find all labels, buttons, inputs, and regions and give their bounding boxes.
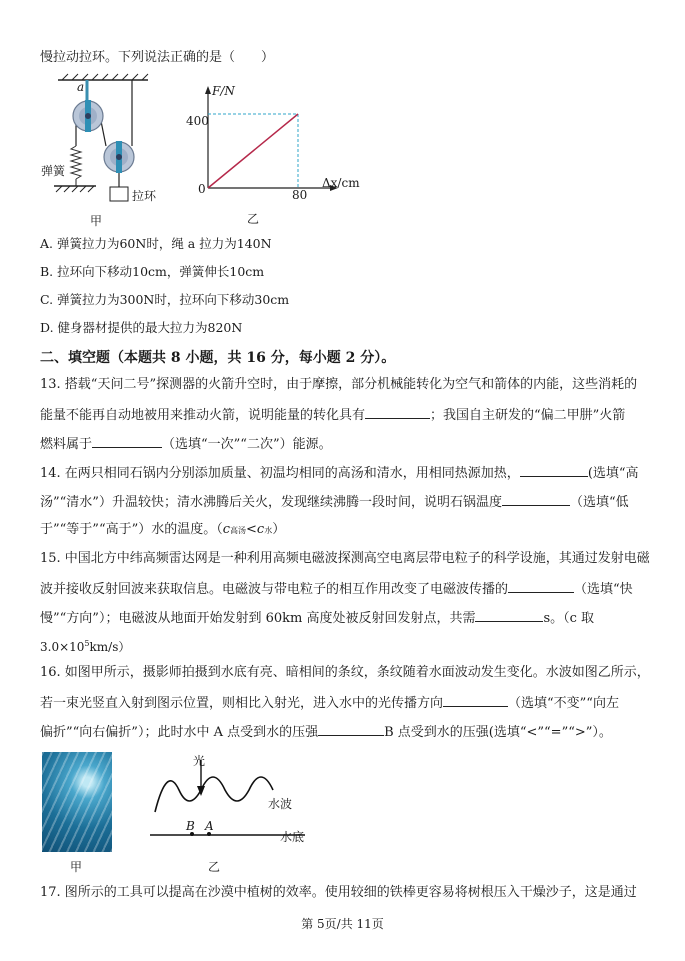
- q13-line3: 燃料属于 （选填“一次”“二次”）能源。: [40, 437, 332, 452]
- y-axis-arrow: [205, 86, 211, 94]
- option-b: B. 拉环向下移动10cm，弹簧伸长10cm: [40, 264, 265, 279]
- light-label: 光: [193, 754, 206, 768]
- wave-label: 水波: [268, 797, 293, 811]
- q16-line1: 16. 如图甲所示，摄影师拍摄到水底有亮、暗相间的条纹，条纹随着水面波动发生变化。水波如图乙所示，: [40, 665, 650, 680]
- origin-label: 0: [198, 182, 206, 196]
- q15-line3: 慢”“方向”）；电磁波从地面开始发射到 60km 高度处被反射回发射点，共需 s。（c 取: [40, 611, 595, 626]
- force-extension-chart: [180, 82, 370, 222]
- point-a-label: A: [205, 819, 214, 833]
- figure-yi-caption: 乙: [247, 212, 260, 226]
- q15-blank-1[interactable]: [508, 580, 574, 593]
- x-tick-label: 80: [292, 188, 308, 202]
- q13-blank-1[interactable]: [365, 406, 430, 419]
- q14-blank-2[interactable]: [502, 493, 570, 506]
- q13-line2: 能量不能再自动地被用来推动火箭，说明能量的转化具有 ；我国自主研发的“偏二甲肼”火箭: [40, 408, 626, 423]
- x-axis-label: Δx/cm: [322, 176, 360, 190]
- q16-line2: 若一束光竖直入射到图示位置，则相比入射光，进入水中的光传播方向 （选填“不变”“向左: [40, 696, 619, 711]
- option-a: A. 弹簧拉力为60N时，绳 a 拉力为140N: [40, 236, 272, 251]
- photo-jia-caption: 甲: [70, 860, 83, 874]
- q13-blank-2[interactable]: [92, 435, 162, 448]
- point-b-label: B: [186, 819, 195, 833]
- bottom-label: 水底: [280, 830, 305, 844]
- option-c: C. 弹簧拉力为300N时，拉环向下移动30cm: [40, 292, 290, 307]
- q14-line3: 于”“等于”“高于”）水的温度。（c高汤<c水）: [40, 522, 286, 537]
- q15-line2: 波并接收反射回波来获取信息。电磁波与带电粒子的相互作用改变了电磁波传播的 （选填“快: [40, 582, 633, 597]
- section-title: 二、填空题（本题共 8 小题，共 16 分，每小题 2 分）。: [40, 350, 396, 366]
- q15-line4: $3.0\times 10^5km/s$）: [40, 639, 131, 654]
- q16-blank-1[interactable]: [443, 694, 508, 707]
- question-12-stem: 慢拉动拉环。下列说法正确的是（ ）: [40, 50, 275, 65]
- page-footer: 第 5页/共 11页: [301, 917, 384, 931]
- y-axis-label: F/N: [212, 84, 235, 98]
- q16-blank-2[interactable]: [318, 723, 384, 736]
- data-line: [208, 114, 298, 188]
- rope-a-label: a: [77, 80, 85, 94]
- diagram-yi-caption: 乙: [208, 860, 221, 874]
- pulley-figure: [40, 72, 170, 232]
- y-tick-label: 400: [186, 114, 209, 128]
- ring-label: 拉环: [132, 189, 157, 203]
- q13-line1: 13. 搭载“天问二号”探测器的火箭升空时，由于摩擦，部分机械能转化为空气和箭体的内能，这些消耗的: [40, 377, 638, 392]
- water-ripple-photo: [42, 752, 112, 852]
- spring-label: 弹簧: [41, 164, 66, 178]
- figure-jia-caption: 甲: [90, 214, 103, 228]
- q17-line1: 17. 图所示的工具可以提高在沙漠中植树的效率。使用较细的铁棒更容易将树根压入干燥沙子，这是通过: [40, 885, 637, 900]
- q15-blank-2[interactable]: [475, 609, 543, 622]
- q14-line2: 汤”“清水”）升温较快；清水沸腾后关火，发现继续沸腾一段时间，说明石锅温度 （选填“低: [40, 495, 629, 510]
- q16-line3: 偏折”“向右偏折”）；此时水中 A 点受到水的压强 B 点受到水的压强(选填“<”“=”“>”）。: [40, 725, 612, 740]
- q14-blank-1[interactable]: [520, 464, 588, 477]
- q14-line1: 14. 在两只相同石锅内分别添加质量、初温均相同的高汤和清水，用相同热源加热， (选填“高: [40, 466, 639, 481]
- option-d: D. 健身器材提供的最大拉力为820N: [40, 320, 243, 335]
- q15-line1: 15. 中国北方中纬高频雷达网是一种利用高频电磁波探测高空电离层带电粒子的科学设施，其通过发射电磁: [40, 551, 650, 566]
